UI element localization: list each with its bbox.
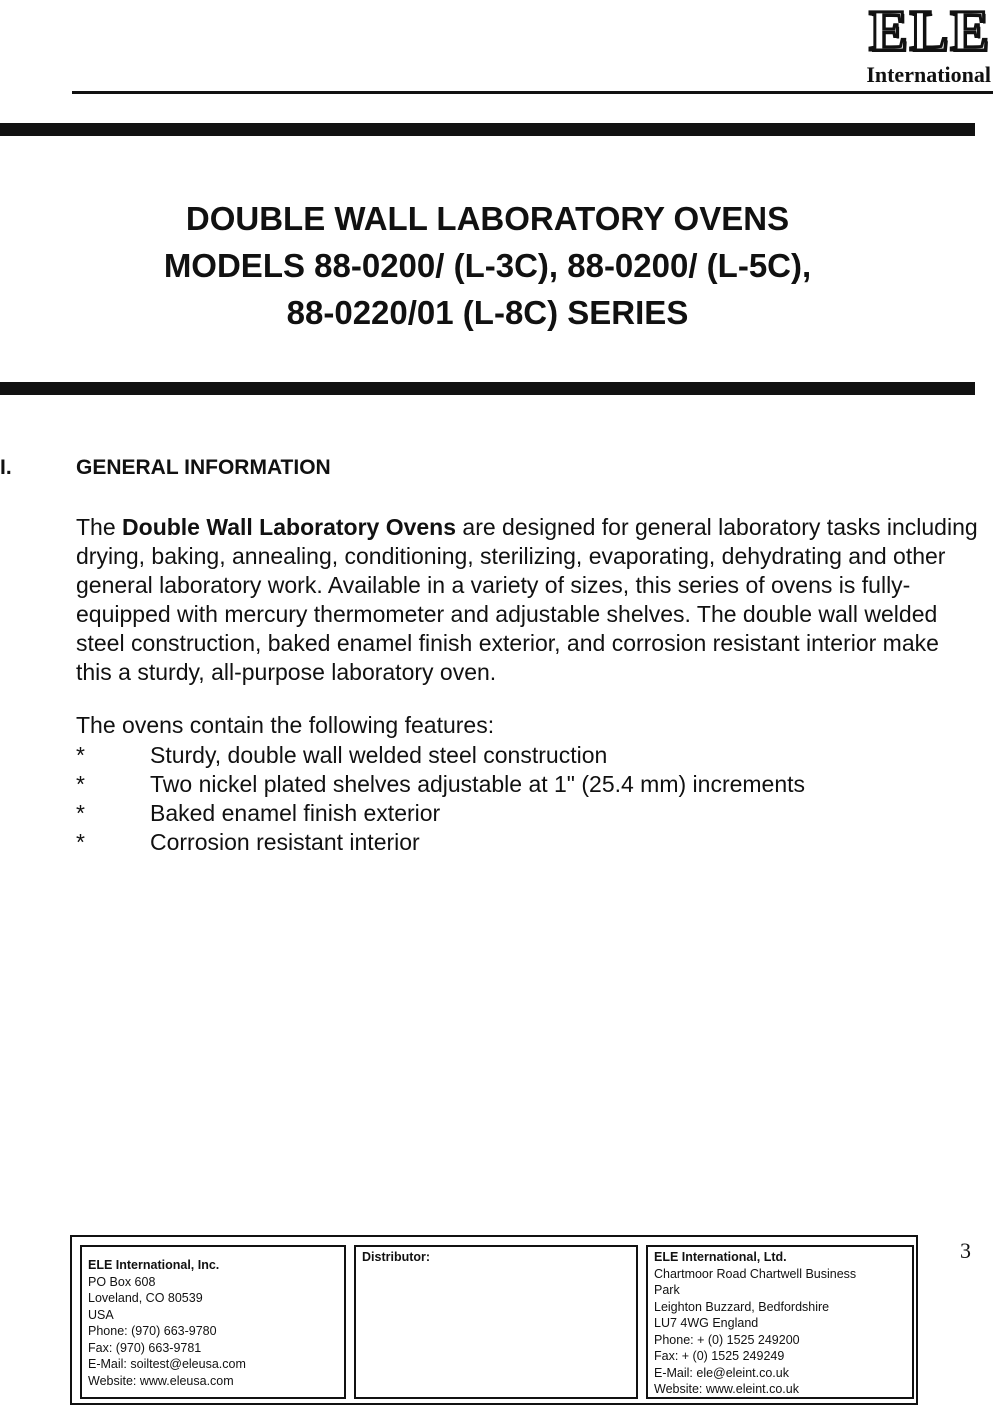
title-band-bottom: [0, 382, 975, 395]
uk-address-line: Chartmoor Road Chartwell Business: [654, 1266, 857, 1281]
feature-text: Two nickel plated shelves adjustable at 1" (25.4 mm) increments: [150, 771, 806, 797]
footer-usa-address: [80, 1245, 346, 1399]
feature-text: Sturdy, double wall welded steel construction: [150, 742, 608, 768]
usa-company-name: ELE International, Inc.: [88, 1258, 220, 1272]
feature-text: Baked enamel finish exterior: [150, 800, 441, 826]
paragraph-body: are designed for general laboratory tasks including drying, baking, annealing, conditioning, sterilizing, evaporating, dehydrating and other general laboratory work. Available in a variety of sizes, this series of ovens is fully-equipped with mercury thermometer and adjustable shelves. The double wall welded steel construction, baked enamel finish exterior, and corrosion resistant interior make this a sturdy, all-purpose laboratory oven.: [76, 514, 978, 685]
logo-subtitle: International: [866, 62, 991, 87]
general-info-paragraph: [76, 513, 981, 687]
uk-address-line: LU7 4WG England: [654, 1316, 759, 1330]
page-number: 3: [960, 1238, 971, 1263]
usa-address-line: USA: [88, 1307, 114, 1322]
usa-fax: Fax: (970) 663-9781: [88, 1340, 202, 1355]
uk-email: E-Mail: ele@eleint.co.uk: [654, 1365, 789, 1380]
usa-address-line: Loveland, CO 80539: [88, 1291, 203, 1305]
uk-address-line: Park: [654, 1283, 680, 1297]
footer-distributor: [354, 1245, 638, 1399]
usa-email: E-Mail: soiltest@eleusa.com: [88, 1357, 246, 1371]
logo-mark: ELE: [868, 0, 991, 63]
bullet-marker: *: [76, 771, 85, 797]
distributor-label: Distributor:: [362, 1250, 431, 1264]
usa-website: Website: www.eleusa.com: [88, 1373, 234, 1388]
footer-uk-address: [646, 1245, 914, 1399]
uk-company-name: ELE International, Ltd.: [654, 1250, 787, 1264]
title-band-top: [0, 123, 975, 136]
header-rule: [72, 91, 993, 94]
features-intro: The ovens contain the following features:: [76, 712, 495, 738]
section-title: GENERAL INFORMATION: [76, 456, 331, 479]
title-line: 88-0220/01 (L-8C) SERIES: [286, 294, 689, 331]
feature-text: Corrosion resistant interior: [150, 829, 420, 855]
paragraph-lead: The: [76, 514, 123, 540]
uk-address-line: Leighton Buzzard, Bedfordshire: [654, 1299, 830, 1314]
ele-logo: [841, 2, 991, 86]
usa-phone: Phone: (970) 663-9780: [88, 1324, 217, 1338]
uk-phone: Phone: + (0) 1525 249200: [654, 1332, 800, 1347]
bullet-marker: *: [76, 800, 85, 826]
uk-fax: Fax: + (0) 1525 249249: [654, 1349, 785, 1363]
footer-contact-box: [70, 1235, 918, 1405]
bullet-marker: *: [76, 742, 85, 768]
bullet-marker: *: [76, 829, 85, 855]
usa-address-line: PO Box 608: [88, 1274, 156, 1289]
uk-website: Website: www.eleint.co.uk: [654, 1382, 799, 1396]
paragraph-product-name: Double Wall Laboratory Ovens: [122, 514, 457, 540]
title-line: MODELS 88-0200/ (L-3C), 88-0200/ (L-5C),: [163, 247, 812, 284]
document-title: [0, 195, 975, 336]
title-line: DOUBLE WALL LABORATORY OVENS: [185, 200, 790, 237]
section-number: I.: [0, 456, 12, 479]
